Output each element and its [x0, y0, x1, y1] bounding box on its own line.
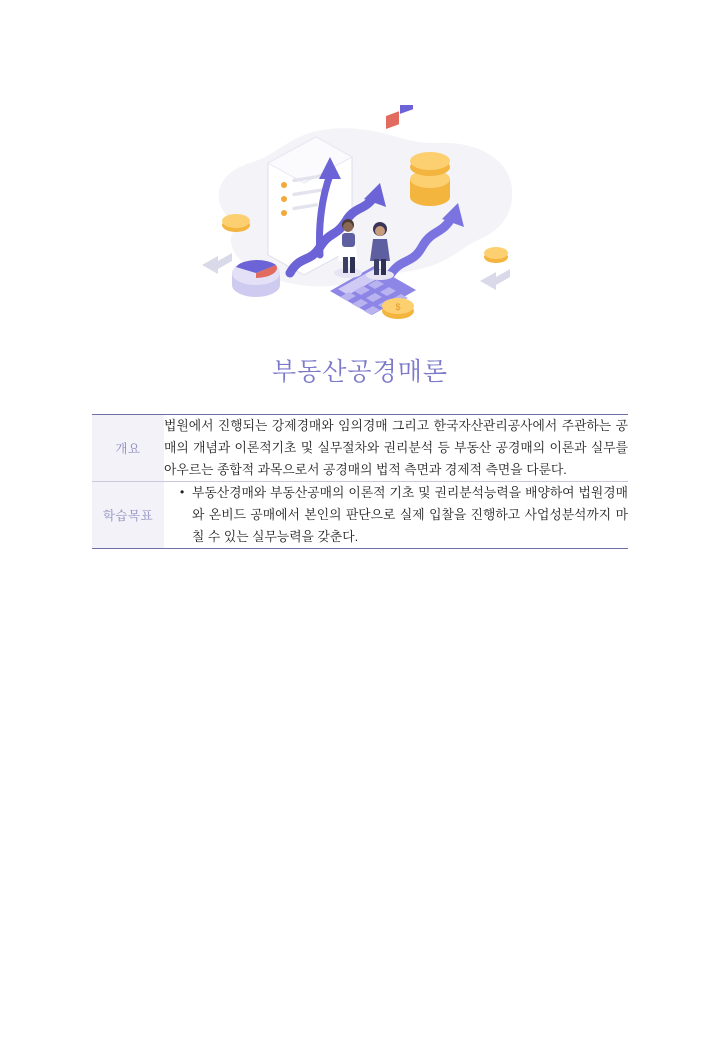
table-row [92, 415, 628, 482]
objectives-list [164, 482, 628, 548]
row-content-objectives [164, 482, 628, 549]
pie-chart-icon [232, 260, 280, 297]
objective-text: • 부동산경매와 부동산공매의 이론적 기초 및 권리분석능력을 배양하여 법원경매와 온비드 공매에서 본인의 판단으로 실제 입찰을 진행하고 사업성분석까지 마칠 수 있는 실무능력을 갖춘다. [192, 485, 628, 544]
row-content-overview: 법원에서 진행되는 강제경매와 임의경매 그리고 한국자산관리공사에서 주관하는 공매의 개념과 이론적기초 및 실무절차와 권리분석 등 부동산 공경매의 이론과 실무를 아우르는 종합적 과목으로서 공경매의 법적 측면과 경제적 측면을 다룬다. [164, 415, 628, 482]
row-label-overview: 개요 [92, 415, 164, 482]
page-title: 부동산공경매론 [271, 358, 449, 386]
course-info-table-wrap [0, 414, 720, 549]
list-item [180, 482, 628, 548]
bar-blocks-icon [386, 105, 413, 129]
growth-chart-illustration [180, 105, 540, 335]
row-label-objectives: 학습목표 [92, 482, 164, 549]
coin-icon-left [222, 214, 250, 232]
course-info-table [92, 414, 628, 549]
coin-stack-icon [410, 152, 450, 206]
table-row [92, 482, 628, 549]
coin-icon-bottom [382, 298, 414, 319]
coin-icon-right [484, 247, 508, 263]
svg-text:$: $ [395, 302, 401, 312]
hero-illustration [0, 0, 720, 330]
